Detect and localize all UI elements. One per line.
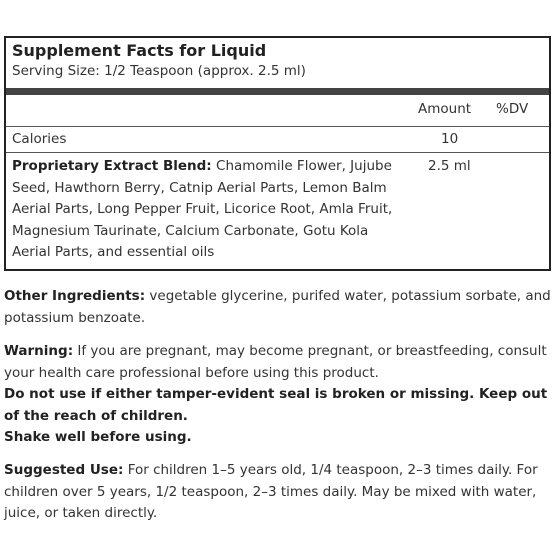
suggested-use-label: Suggested Use:	[4, 462, 124, 478]
dv-header: %DV	[496, 101, 529, 117]
calories-label: Calories	[12, 131, 67, 147]
blend-row	[12, 156, 404, 264]
blend-amount: 2.5 ml	[428, 158, 471, 174]
suggested-use-text: For children 1–5 years old, 1/4 teaspoon, 2–3 times daily. For children over 5 years, 1/2 teaspoon, 2–3 times daily. May be mixed with water, juice, or taken directly.	[4, 462, 538, 521]
serving-size: Serving Size: 1/2 Teaspoon (approx. 2.5 ml)	[12, 63, 306, 79]
blend-description: Chamomile Flower, Jujube Seed, Hawthorn Berry, Catnip Aerial Parts, Lemon Balm Aerial Parts, Long Pepper Fruit, Licorice Root, Amla Fruit, Magnesium Taurinate, Calcium Carbonate, Gotu Kola Aerial Parts, and essential oils	[12, 158, 393, 260]
other-ingredients-text: vegetable glycerine, purifed water, potassium sorbate, and potassium benzoate.	[4, 288, 551, 326]
suggested-use	[4, 460, 552, 525]
warning-bold-line: Do not use if either tamper-evident seal is broken or missing. Keep out of the reach of children.	[4, 386, 548, 424]
warning-label: Warning:	[4, 343, 74, 359]
blend-label: Proprietary Extract Blend:	[12, 158, 212, 174]
thick-divider	[6, 88, 549, 95]
facts-title: Supplement Facts for Liquid	[12, 41, 267, 60]
divider	[6, 152, 549, 153]
warning-section	[4, 341, 552, 449]
other-ingredients	[4, 286, 552, 329]
other-ingredients-label: Other Ingredients:	[4, 288, 146, 304]
divider	[6, 126, 549, 127]
shake-instruction: Shake well before using.	[4, 429, 192, 445]
calories-amount: 10	[441, 131, 459, 147]
warning-text: If you are pregnant, may become pregnant, or breastfeeding, consult your health care professional before using this product.	[4, 343, 547, 381]
supplement-facts-panel	[4, 36, 551, 271]
amount-header: Amount	[418, 101, 472, 117]
